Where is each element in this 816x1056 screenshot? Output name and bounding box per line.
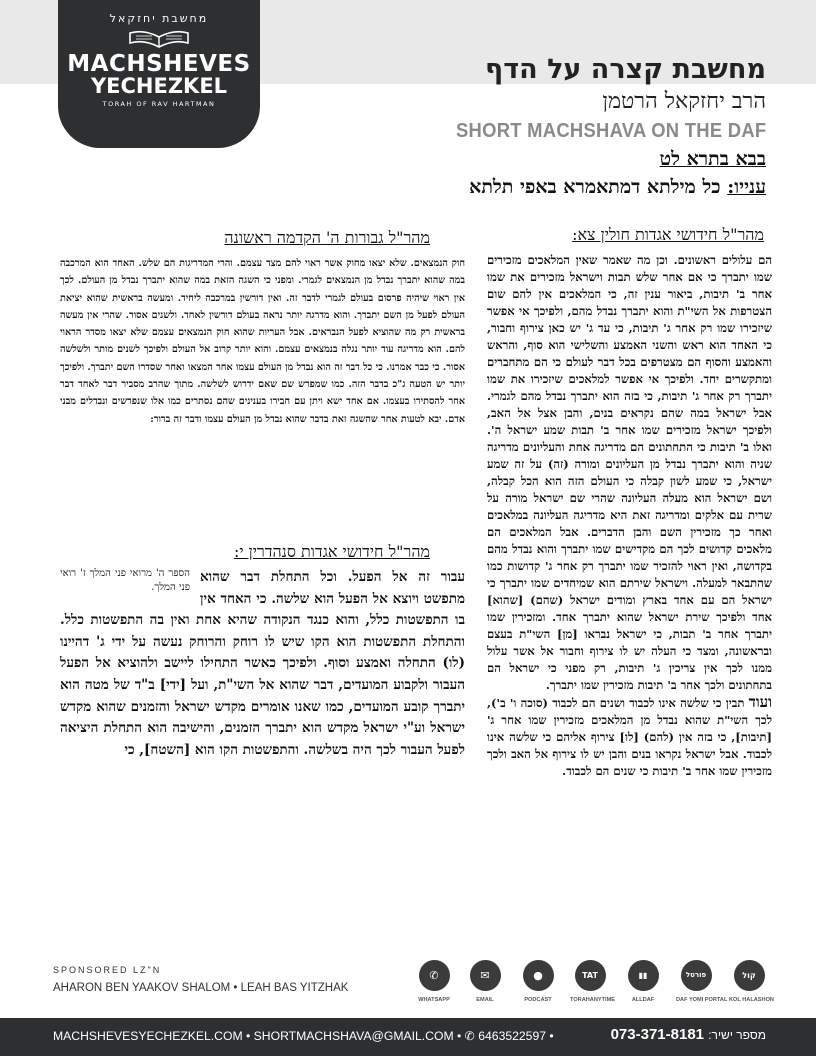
daf-yomi-portal-icon: פורטל — [681, 960, 712, 991]
footer-phone-block — [611, 1026, 766, 1043]
subject-line — [469, 176, 766, 199]
logo-line2: YECHEZKEL — [90, 74, 228, 98]
intro-body: חוק הנמצאים. שלא יצאו מחוק אשר ראוי להם מצד עצמם. והרי המדריגות הם שלש. האחד הוא המרכבה במה שהוא יתברך נבדל מן הנמצאים לגמרי. ומפני כי השגה הזאת במה שהוא יתברך נבדל מן העולם. לכך אין ראוי שיהיה פרסום בעולם לגמרי לדבר זה. ואין דורשין במרכבה ליחיד. ומעשה בראשית שהוא יציאת העולם לפעל מן השם יתברך. והוא מדרגה יותר נראה בעולם דורשין לאחד. ולשנים אסור. שהרי אין מעשה בראשית רק מה שהוציא לפעל הנבראים. אבל העריות שהוא חוק הנמצאים עצמם שלא יצאו מסדר הראוי להם. הוא מדריגה עוד יותר נגלה בנמצאים עצמם. והוא יותר קרוב אל העולם ולפיכך לשנים מותר ולשלשה אסור. כי כבר אמרנו. כי כל דבר זה הוא נבדל מן העולם עצמו אחר המצאו ואחר שסדרו השם יתברך. ולפיכך יותר יש הטעה ג"כ בדבר הזה. כמו שמפרש שם שאם ידרוש לשלשה. מתוך שהרב מסביר דבר לאחד דבר אחר להסתירו בעצמו. אם אחד ישא ויתן עם חבירו בענינים שהם נסתרים כמו אלו שנפרשים ונבדלים מבני אדם. יבא לטעות אחר שהשגה זאת בדבר שהוא נבדל מן העולם עצמו ודבר זה ברור: — [60, 258, 465, 425]
page-title-english: SHORT MACHSHAVA ON THE DAF — [455, 120, 766, 142]
logo — [58, 0, 260, 148]
kol-halashon-icon: קול — [734, 960, 765, 991]
podcast-icon: ● — [523, 960, 554, 991]
link-whatsapp[interactable] — [414, 960, 454, 1003]
sanhedrin-body: עבור זה אל הפעל. וכל התחלת דבר שהוא מתפשט ויוצא אל הפעל הוא שלשה. כי האחד אין בו התפשטות כלל, והוא כנגד הנקודה שהיא אחת ואין בה התפשטות כלל. והתחלת התפשטות הוא הקו שיש לו רוחק והרוחק נעשה על ידי ג' דהיינו (לו) התחלה ואמצע וסוף. ולפיכך כאשר התחילו ליישב ולהוציא אל הפעל העבור ולקבוע המועדים, דבר שהוא אל השי"ת, ועל [ידי] ב"ד של מטה הוא יתברך קובע המועדים, כמו שאנו אומרים מקדש ישראל והזמנים שהוא מקדש ישראל וע"י ישראל מקדש הוא יתברך הזמנים, והישיבה הוא התחלת היציאה לפעל העבור לכך היה בשלשה. והתפשטות הקו הוא [השטח], כי — [60, 569, 465, 758]
link-daf-yomi-portal[interactable] — [676, 960, 728, 1003]
subject-label: ענייו: — [727, 176, 766, 198]
email-icon: ✉ — [470, 960, 501, 991]
link-label: PODCAST — [524, 997, 552, 1003]
torahanytime-icon: TAT — [575, 960, 606, 991]
intro-heading: מהר"ל גבורות ה' הקדמה ראשונה — [224, 228, 430, 247]
sanhedrin-heading: מהר"ל חידושי אגדות סנהדרין י: — [233, 542, 430, 561]
link-podcast[interactable] — [518, 960, 558, 1003]
link-label: DAF YOMI PORTAL — [676, 997, 728, 1003]
author-name: הרב יחזקאל הרטמן — [602, 89, 766, 114]
logo-hebrew: מחשבת יחזקאל — [109, 12, 209, 25]
footer-contact: MACHSHEVESYECHEZKEL.COM • SHORTMACHSHAVA@GMAIL.COM • ✆ 6463522597 • — [53, 1029, 554, 1043]
footer-phone-label: :מספר ישיר — [708, 1028, 766, 1042]
right-column-text — [487, 252, 772, 780]
page-title: מחשבת קצרה על הדף — [485, 54, 766, 85]
link-label: WHATSAPP — [418, 997, 450, 1003]
footer-phone[interactable]: 073-371-8181 — [610, 1026, 705, 1043]
right-column-heading: מהר"ל חידושי אגדות חולין צא: — [572, 225, 764, 244]
link-label: TORAHANYTIME — [570, 997, 615, 1003]
link-label: EMAIL — [476, 997, 494, 1003]
platform-links — [414, 960, 774, 1010]
sanhedrin-text — [60, 567, 465, 761]
link-label: ALLDAF — [631, 997, 655, 1003]
sponsor-names: AHARON BEN YAAKOV SHALOM • LEAH BAS YITZHAK — [53, 982, 349, 994]
right-column-body: הם עלולים ראשונים. וכן מה שאמר שאין המלאכים מזכירים שמו יתברך כי אם אחר שלש תבות וישראל מזכירים את שמו אחר ב' תיבות, ביאור ענין זה, כי המלאכים אין להם שום הצטרפות אל השי"ת והוא יתברך נבדל מהם, ולפיכך אי אפשר שיזכירו שמו רק אחר ג' תיבות, כי עד ג' יש כאן צירוף וחבור, כי האחד הוא ראש והשני האמצע והשלישי הוא סוף, והראש והאמצע והסוף הם מצטרפים בכל דבר לעולם כי הם מתחברים ומתקשרים יחד. ולפיכך אי אפשר למלאכים שיזכירו את שמו יתברך רק אחר ג' תיבות, כי בזה הוא יתברך נבדל מהם לגמרי. אבל ישראל במה שהם נקראים בנים, והבן אצל אל האב, ולפיכך ישראל מזכירים שמו אחר ב' תבות שמע ישראל ה'. ואלו ב' תיבות כי התחתונים הם מדריגה אחת והעליונים מדריגה שניה והוא יתברך נבדל מן העליונים ומורה (זה) על זה שמע ישראל, כי שמע לשון קבלה כי העולם הזה הוא הכל קבלה, ושם ישראל הוא מעלה העליונה שהרי שם ישראל מורה על שרית עם אלקים ומדריגה זאת היא מדריגה העליונה במלאכים ואחר כך מזכירין השם והבן הדברים. אבל המלאכים הם מלאכים קדושים לכך הם מקדישים שמו יתברך והוא נבדל מהם בקדושה, ואין ראוי להזכיר שמו יתברך רק אחר ג' קדושות כמו שהתבאר למעלה. וישראל שירתם הוא שמיחדים שמו יתברך כי ישראל הם עם אחד בארץ ומודים ישראל (שהם) [שהוא] אחד ולפיכך שירת ישראל שהוא יתברך אחד. ומזכירין שמו יתברך אחר ב' תבות, כי ישראל נבראו [מן] השי"ת בעצם ובראשונה, ומצד כי העלה יש לו צירוף וחבור אל אשר עלול ממנו לכך אין צריכין ג' תיבות, רק מפני כי ישראל הם בתחתונים ולכך אחר ב' תיבות מזכירין שמו יתברך. — [487, 253, 772, 692]
link-torahanytime[interactable] — [570, 960, 615, 1003]
sanhedrin-footnote: הספר ה' מרואי פני המלך ז' רואי פני המלך. — [60, 568, 190, 593]
sponsor-label: SPONSORED LZ"N — [53, 965, 162, 975]
whatsapp-icon: ✆ — [419, 960, 450, 991]
link-email[interactable] — [465, 960, 505, 1003]
link-kol-halashon[interactable] — [729, 960, 774, 1003]
right-column-veod: ועוד — [748, 693, 772, 711]
right-column-body2: תבין כי שלשה אינו לכבוד ושנים הם לכבוד (סוכה ו' ב'), לכך השי"ת שהוא נבדל מן המלאכים מזכירין שמו אחר ג' [תיבות], כי בזה אין (להם) [לו] צירוף אליהם כי שלשה אינו לכבוד. אבל ישראל נקראו בנים והבן יש לו צירוף אל האב ולכך מזכירין שמו אחר ב' תיבות כי שנים הם לכבוד. — [487, 696, 772, 778]
logo-line1: MACHSHEVES — [67, 51, 251, 77]
alldaf-icon: ▮▮ — [628, 960, 659, 991]
book-icon — [58, 27, 260, 53]
daf-reference: בבא בתרא לט — [659, 148, 766, 170]
logo-tagline: TORAH OF RAV HARTMAN — [102, 100, 216, 108]
footer-bar — [0, 1018, 816, 1056]
link-alldaf[interactable] — [623, 960, 663, 1003]
link-label: KOL HALASHON — [729, 997, 774, 1003]
subject-text: כל מילתא דמתאמרא באפי תלתא — [469, 176, 728, 198]
